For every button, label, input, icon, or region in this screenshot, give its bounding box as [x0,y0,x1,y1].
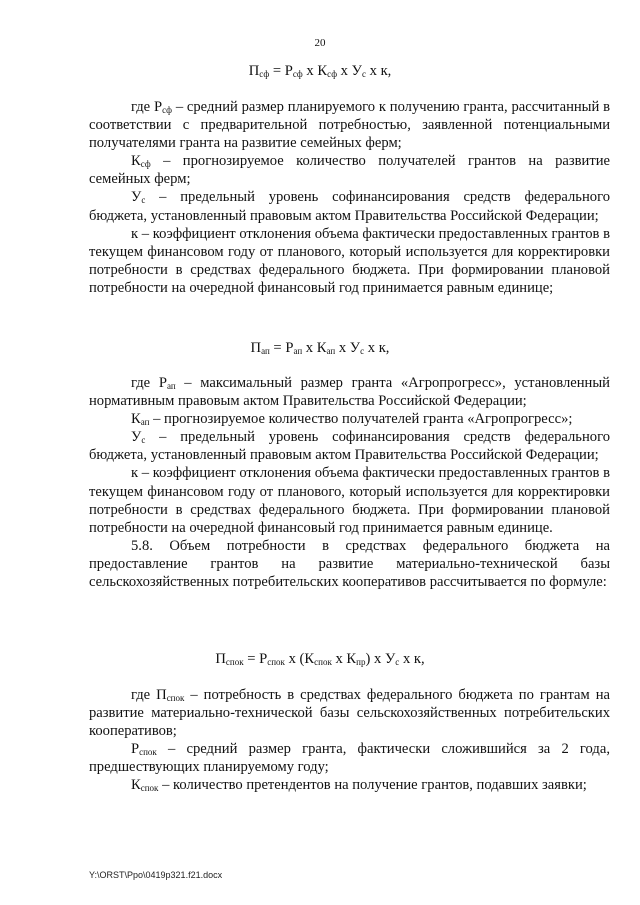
definitions-cooperatives [89,686,610,795]
definition-paragraph: $У_с$ – предельный уровень софинансирования средств федерального бюджета, установленный правовым актом Правительства Российской Федерации; [89,189,610,224]
formula-family-farms: $П_{сф} = Р_{сф}$ х $К_{сф}$ х $У_с$ х к, [248,63,392,79]
definitions-agroprogress [89,374,610,591]
definition-paragraph: где $Р_{ап}$ – максимальный размер гранта «Агропрогресс», установленный нормативным правовым актом Правительства Российской Федерации; [89,375,610,410]
definition-paragraph: $К_{сф}$ – прогнозируемое количество получателей грантов на развитие семейных ферм; [89,153,610,188]
definition-paragraph: $К_{ап}$ – прогнозируемое количество получателей гранта «Агропрогресс»; [131,411,573,428]
definition-paragraph: к – коэффициент отклонения объема фактически предоставленных грантов в текущем финансовом году от планового, который используется для корректировки потребности в средствах федерального бюджета. При формировании плановой потребности на очередной финансовый год принимается равным единице; [89,225,610,296]
definition-paragraph: где $Р_{сф}$ – средний размер планируемого к получению гранта, рассчитанный в соответствии с предварительной потребностью, заявленной потенциальными получателями гранта на развитие семейных ферм; [89,99,610,152]
definition-paragraph: $Р_{спок}$ – средний размер гранта, фактически сложившийся за 2 года, предшествующих планируемому году; [89,741,610,776]
formula-agroprogress: $П_{ап} = Р_{ап}$ х $К_{ап}$ х $У_с$ х к, [250,340,390,356]
definition-paragraph: $У_с$ – предельный уровень софинансирования средств федерального бюджета, установленный правовым актом Правительства Российской Федерации; [89,429,610,464]
page-number: 20 [314,37,326,49]
definition-paragraph: к – коэффициент отклонения объема фактически предоставленных грантов в текущем финансовом году от планового, который используется для корректировки потребности в средствах федерального бюджета. При формировании плановой потребности на очередной финансовый год принимается равным единице. [89,465,610,536]
file-path-footer: Y:\ORST\Ppo\0419p321.f21.docx [89,870,223,880]
formula-cooperatives: $П_{спок} = Р_{спок}$ х ($К_{спок}$ х $К_{пр}$) х $У_с$ х к, [215,651,425,667]
definition-paragraph: $К_{спок}$ – количество претендентов на получение грантов, подавших заявки; [131,777,587,794]
definitions-family-farms [89,98,610,297]
definition-paragraph: где $П_{спок}$ – потребность в средствах федерального бюджета по грантам на развитие материально-технической базы сельскохозяйственных потребительских кооперативов; [89,687,610,740]
section-5-8-paragraph: 5.8. Объем потребности в средствах федерального бюджета на предоставление грантов на развитие материально-технической базы сельскохозяйственных потребительских кооперативов рассчитывается по формуле: [89,537,610,591]
